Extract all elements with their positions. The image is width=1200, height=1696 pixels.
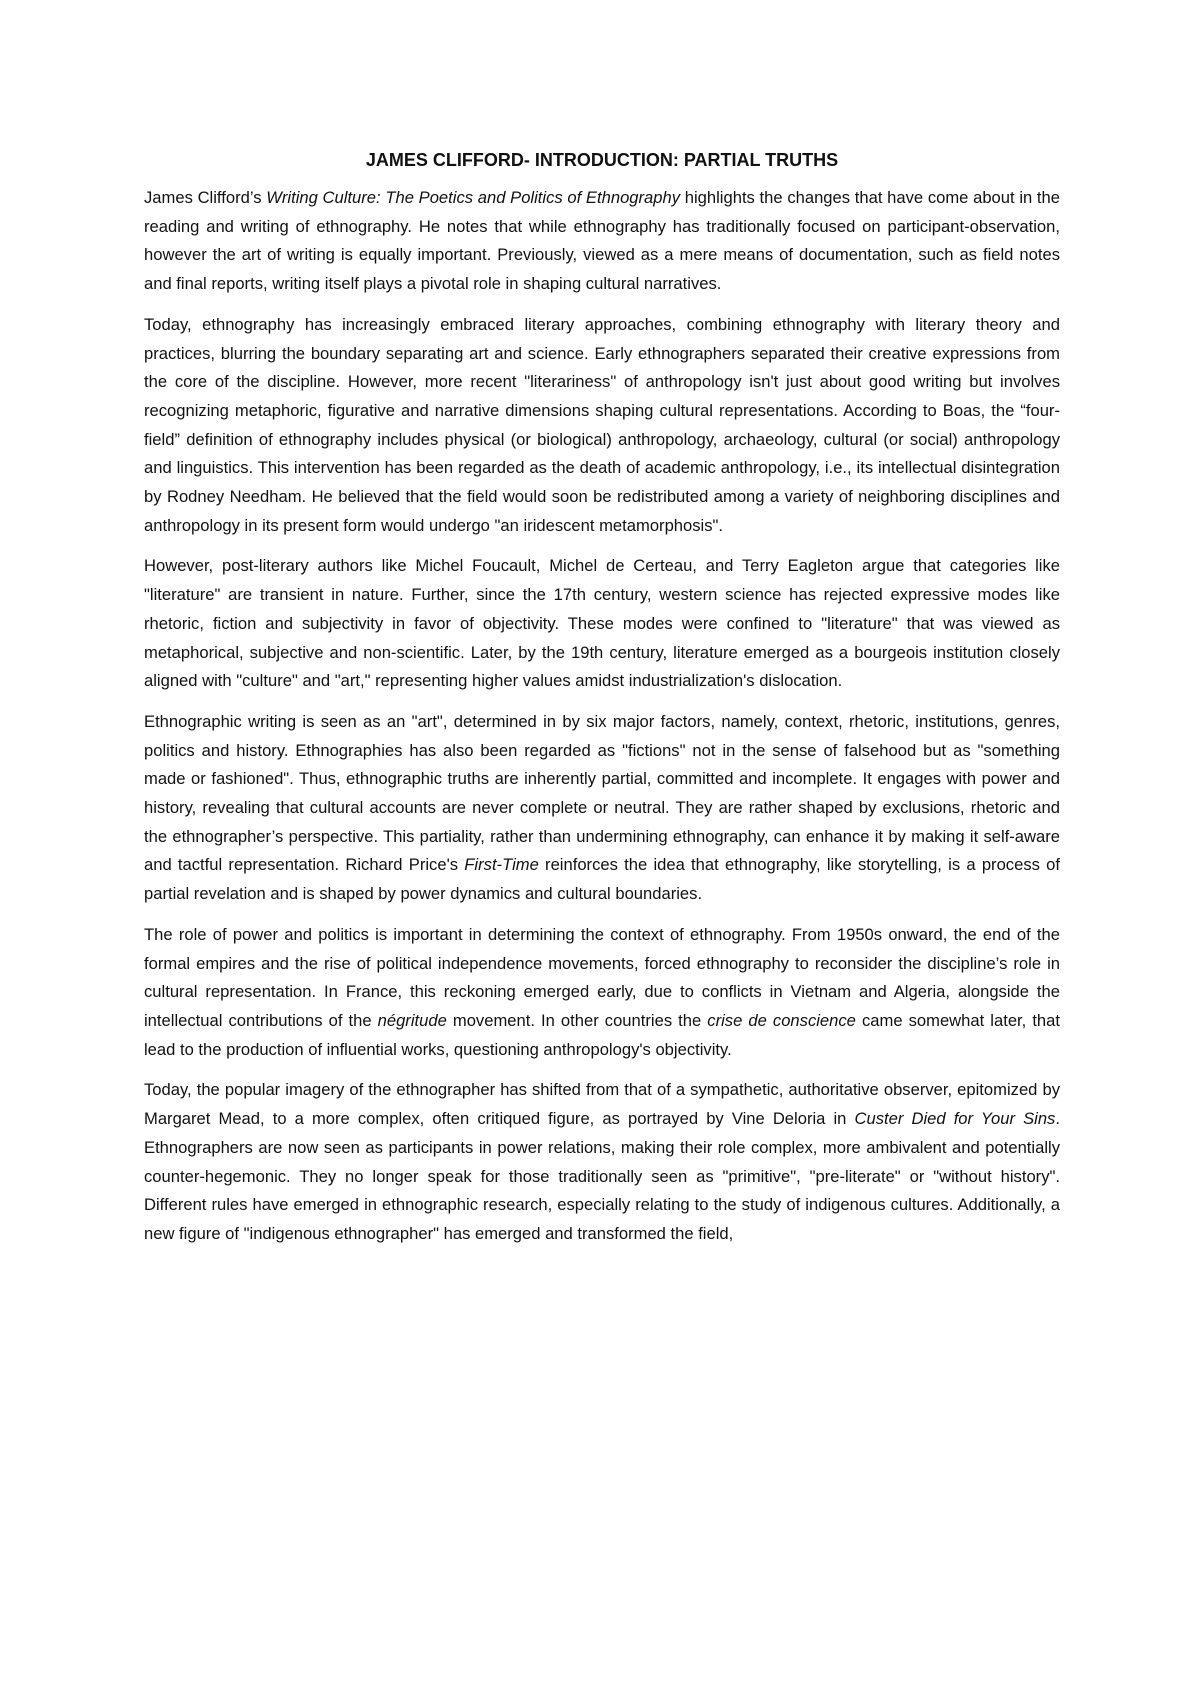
document-body: [144, 184, 1060, 1249]
paragraph-text: reinforces the idea that ethnography, like storytelling, is a process of partial revelation and is shaped by power dynamics and cultural boundaries.: [144, 855, 1061, 904]
paragraph-text: movement. In other countries the: [446, 1010, 708, 1030]
paragraph-text: James Clifford’s: [144, 188, 267, 207]
italic-title-text: Writing Culture: The Poetics and Politics of Ethnography: [266, 188, 681, 207]
italic-title-text: Custer Died for Your Sins: [854, 1109, 1056, 1129]
paragraph-5: [144, 921, 1060, 1065]
paragraph-text: Today, ethnography has increasingly embraced literary approaches, combining ethnography with literary theory and practices, blurring the boundary separating art and science. Early ethnographers separated their creative expressions from the core of the discipline. However, more recent "literariness" of anthropology isn't just about good writing but involves recognizing metaphoric, figurative and narrative dimensions shaping cultural representations. According to Boas, the “four-field” definition of ethnography includes physical (or biological) anthropology, archaeology, cultural (or social) anthropology and linguistics. This intervention has been regarded as the death of academic anthropology, i.e., its intellectual disintegration by Rodney Needham. He believed that the field would soon be redistributed among a variety of neighboring disciplines and anthropology in its present form would undergo "an iridescent metamorphosis".: [144, 314, 1060, 535]
italic-title-text: First-Time: [464, 855, 539, 875]
paragraph-4: [144, 708, 1060, 909]
paragraph-text: highlights the changes that have come about in the reading and writing of ethnography. He notes that while ethnography has traditionally focused on participant-observation, however the art of writing is equally important. Previously, viewed as a mere means of documentation, such as field notes and final reports, writing itself plays a pivotal role in shaping cultural narratives.: [144, 188, 1060, 294]
paragraph-text: However, post-literary authors like Michel Foucault, Michel de Certeau, and Terry Eagleton argue that categories like "literature" are transient in nature. Further, since the 17th century, western science has rejected expressive modes like rhetoric, fiction and subjectivity in favor of objectivity. These modes were confined to "literature" that was viewed as metaphorical, subjective and non-scientific. Later, by the 19th century, literature emerged as a bourgeois institution closely aligned with "culture" and "art," representing higher values amidst industrialization's dislocation.: [144, 556, 1060, 691]
italic-title-text: crise de conscience: [707, 1010, 856, 1030]
paragraph-text: The role of power and politics is important in determining the context of ethnography. From 1950s onward, the end of the formal empires and the rise of political independence movements, forced ethnography to reconsider the discipline’s role in cultural representation. In France, this reckoning emerged early, due to conflicts in Vietnam and Algeria, alongside the intellectual contributions of the: [144, 924, 1060, 1030]
paragraph-text: Today, the popular imagery of the ethnographer has shifted from that of a sympathetic, authoritative observer, epitomized by Margaret Mead, to a more complex, often critiqued figure, as portrayed by Vine Deloria in: [144, 1080, 1060, 1129]
paragraph-text: . Ethnographers are now seen as participants in power relations, making their role complex, more ambivalent and potentially counter-hegemonic. They no longer speak for those traditionally seen as "primitive", "pre-literate" or "without history". Different rules have emerged in ethnographic research, especially relating to the study of indigenous cultures. Additionally, a new figure of "indigenous ethnographer" has emerged and transformed the field,: [144, 1109, 1060, 1243]
document-page: [144, 146, 1060, 1261]
paragraph-6: [144, 1076, 1060, 1248]
paragraph-2: [144, 311, 1060, 541]
italic-title-text: négritude: [377, 1010, 447, 1030]
paragraph-text: came somewhat later, that lead to the production of influential works, questioning anthropology's objectivity.: [144, 1010, 1060, 1059]
paragraph-text: Ethnographic writing is seen as an "art", determined in by six major factors, namely, context, rhetoric, institutions, genres, politics and history. Ethnographies has also been regarded as "fictions" not in the sense of falsehood but as "something made or fashioned". Thus, ethnographic truths are inherently partial, committed and incomplete. It engages with power and history, revealing that cultural accounts are never complete or neutral. They are rather shaped by exclusions, rhetoric and the ethnographer’s perspective. This partiality, rather than undermining ethnography, can enhance it by making it self-aware and tactful representation. Richard Price's: [144, 711, 1060, 875]
document-title: JAMES CLIFFORD- INTRODUCTION: PARTIAL TRUTHS: [365, 150, 839, 170]
paragraph-1: [144, 184, 1060, 299]
paragraph-3: [144, 552, 1060, 696]
